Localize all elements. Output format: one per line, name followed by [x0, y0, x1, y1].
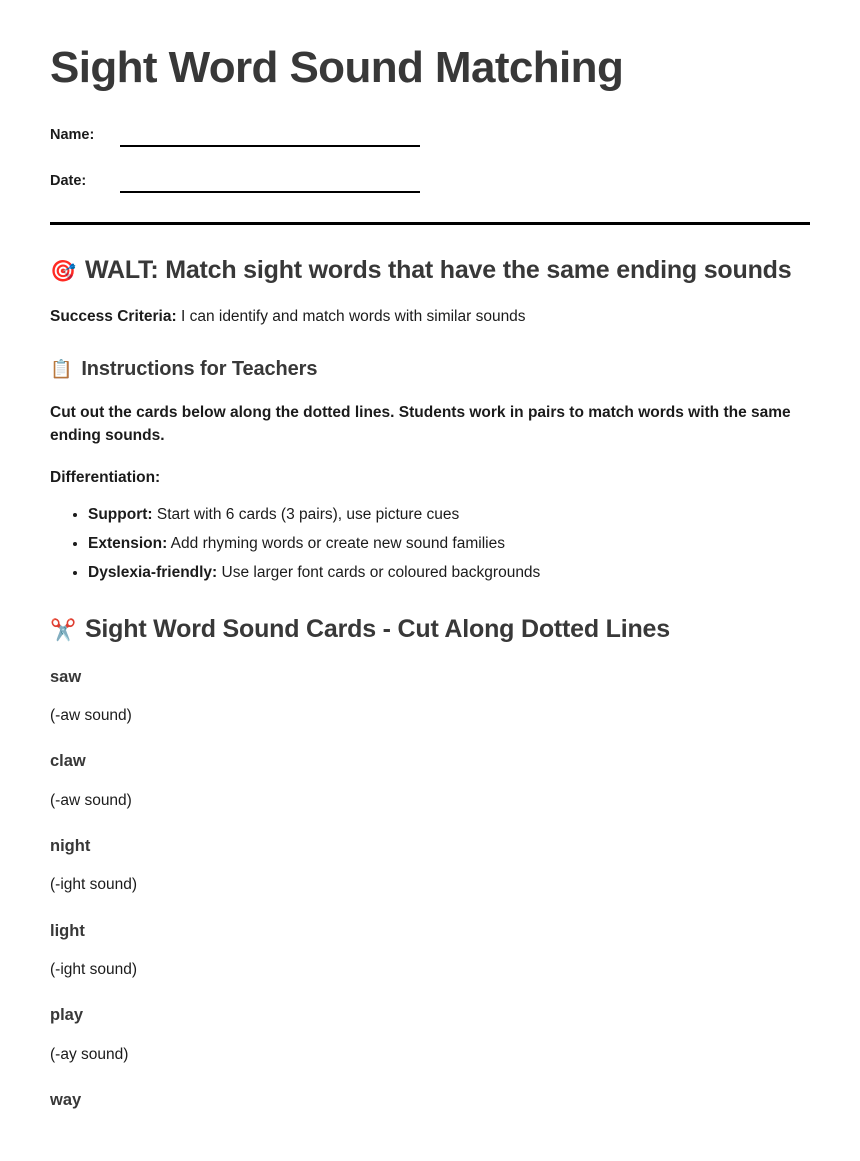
- walt-heading-text: WALT: Match sight words that have the same ending sounds: [84, 255, 792, 284]
- instructions-body: Cut out the cards below along the dotted lines. Students work in pairs to match words with the same ending sounds.: [50, 404, 791, 444]
- instructions-heading: [50, 356, 810, 382]
- sight-word-card-list: [50, 667, 810, 1111]
- list-item-label: Extension:: [88, 534, 168, 552]
- list-item: [50, 1005, 810, 1065]
- differentiation-list: [50, 504, 810, 584]
- list-item-text: Start with 6 cards (3 pairs), use picture cues: [152, 505, 460, 523]
- date-field-writing-line[interactable]: [120, 191, 420, 193]
- card-word: saw: [50, 667, 82, 686]
- cards-section-heading-text: Sight Word Sound Cards - Cut Along Dotted Lines: [84, 614, 670, 643]
- list-item-text: Use larger font cards or coloured backgrounds: [217, 563, 541, 581]
- card-word: claw: [50, 752, 86, 771]
- walt-heading: [50, 255, 810, 286]
- list-item: [88, 562, 810, 584]
- page-title: Sight Word Sound Matching: [50, 43, 624, 92]
- card-sound: (-aw sound): [50, 707, 132, 725]
- list-item-label: Support:: [88, 505, 153, 523]
- list-item: [88, 533, 810, 555]
- header-divider-rule: [50, 222, 810, 225]
- clipboard-icon: 📋: [50, 359, 73, 380]
- card-sound: (-ay sound): [50, 1045, 129, 1063]
- date-field-row: [50, 160, 810, 193]
- success-criteria-text: I can identify and match words with similar sounds: [176, 307, 526, 325]
- name-field-label: Name:: [50, 126, 95, 143]
- card-word: night: [50, 837, 91, 856]
- card-word: play: [50, 1006, 84, 1025]
- student-fields: [50, 114, 810, 193]
- card-word: light: [50, 921, 85, 940]
- instructions-heading-text: Instructions for Teachers: [81, 358, 318, 381]
- card-word: way: [50, 1090, 82, 1109]
- name-field-writing-line[interactable]: [120, 145, 420, 147]
- card-sound: (-ight sound): [50, 876, 138, 894]
- date-field-label: Date:: [50, 172, 87, 189]
- differentiation-label: Differentiation:: [50, 469, 161, 487]
- list-item: [50, 751, 810, 811]
- success-criteria-label: Success Criteria:: [50, 307, 177, 325]
- list-item: [88, 504, 810, 526]
- list-item: [50, 667, 810, 727]
- success-criteria: [50, 306, 810, 328]
- list-item: [50, 921, 810, 981]
- list-item-text: Add rhyming words or create new sound families: [167, 534, 505, 552]
- list-item: [50, 836, 810, 896]
- scissors-icon: ✂️: [50, 618, 76, 642]
- name-field-row: [50, 114, 810, 147]
- list-item: [50, 1090, 810, 1111]
- card-sound: (-aw sound): [50, 791, 132, 809]
- list-item-label: Dyslexia-friendly:: [88, 563, 218, 581]
- cards-section-heading: [50, 614, 810, 645]
- dart-target-icon: 🎯: [50, 259, 76, 283]
- card-sound: (-ight sound): [50, 961, 138, 979]
